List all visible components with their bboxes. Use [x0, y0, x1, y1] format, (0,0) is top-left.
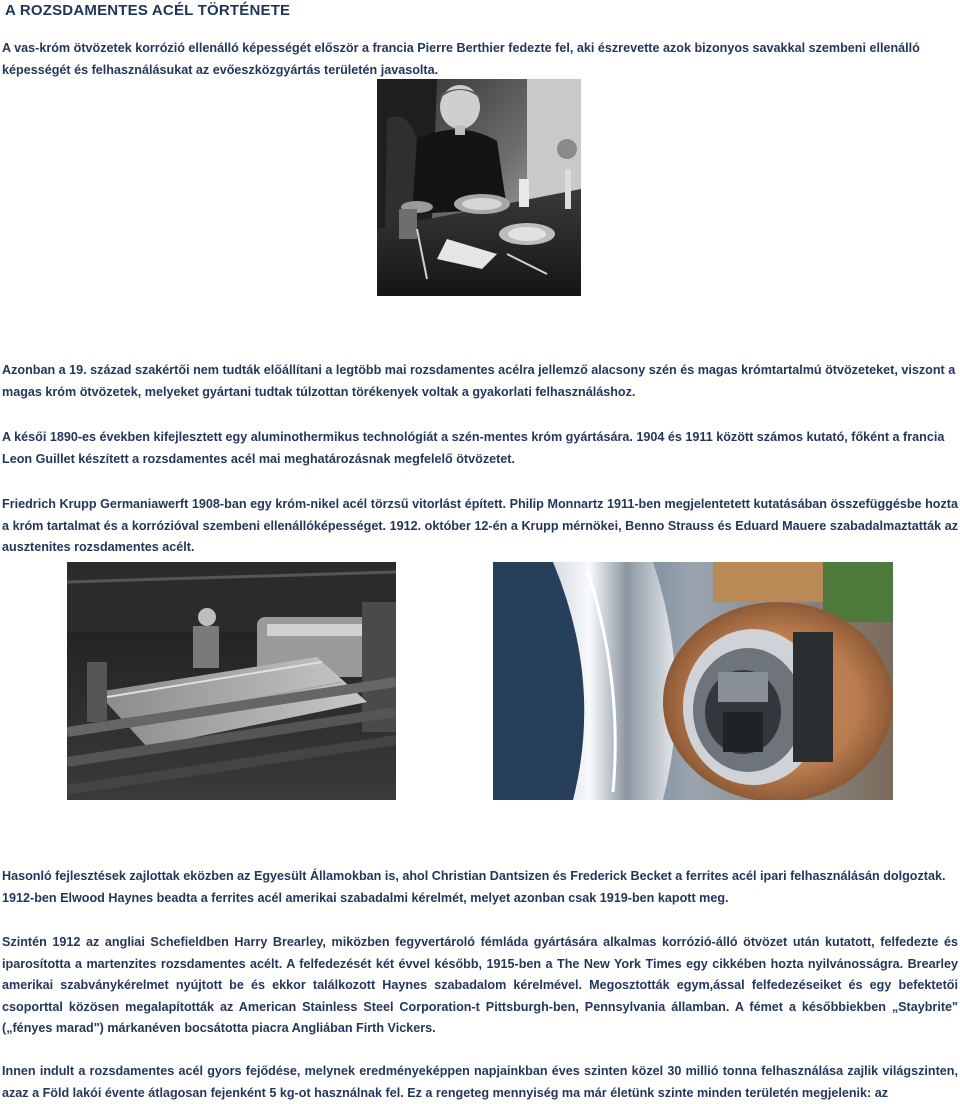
paragraph-brearley: Szintén 1912 az angliai Schefieldben Harry Brearley, miközben fegyvertároló fémláda gyártására alkalmas korrózió-álló ötvözet után kutatott, felfedezte és iparosította a martenzites rozsdamentes acélt. A felfedezését két évvel később, 1915-ben a The New York Times egy cikkében hozta nyilvánosságra. Brearley amerikai szabványkérelmet nyújtott be és ekkor találkozott Haynes szabadalom kérelmével. Megosztották egym,ással felfedezéseiket és egy befektetői csoporttal közösen megalapították az American Stainless Steel Corporation-t Pittsburgh-ben, Pennsylvania államban. A fémet a későbbiekben „Staybrite" („fényes marad") márkanéven bocsátotta piacra Angliában Firth Vickers. — [2, 935, 958, 1035]
paragraph-aluminothermic: A késői 1890-es években kifejlesztett egy aluminothermikus technológiát a szén-mentes króm gyártására. 1904 és 1911 között számos kutató, főként a francia Leon Guillet készített a rozsdamentes acél mai meghatározásnak megfelelő ötvözetet. — [2, 430, 945, 466]
paragraph-19th-century: Azonban a 19. század szakértői nem tudták előállítani a legtöbb mai rozsdamentes acélra jellemző alacsony szén és magas krómtartalmú ötvözeteket, viszont a magas króm ötvözetek, melyeket gyártani tudtak túlzottan törékenyek voltak a gyakorlati felhasználáshoz. — [2, 363, 956, 399]
paragraph-united-states: Hasonló fejlesztések zajlottak eközben az Egyesült Államokban is, ahol Christian Dantsizen és Frederick Becket a ferrites acél ipari felhasználásán dolgoztak. 1912-ben Elwood Haynes beadta a ferrites acél amerikai szabadalmi kérelmét, melyet azonban csak 1919-ben kapott meg. — [2, 869, 946, 905]
photo-woman-dining-table — [377, 79, 581, 296]
paragraph-berthier: A vas-króm ötvözetek korrózió ellenálló képességét először a francia Pierre Berthier fedezte fel, aki észrevette azok bizonyos savakkal szembeni ellenálló képességét és felhasználásukat az evőeszközgyártás területén javasolta. — [2, 41, 920, 77]
paragraph-development: Innen indult a rozsdamentes acél gyors fejődése, melynek eredményeképpen napjainkban éves szinten közel 30 millió tonna felhasználása zajlik világszinten, azaz a Föld lakói évente átlagosan fejenként 5 kg-ot használnak fel. Ez a rengeteg mennyiség ma már életünk szinte minden területén megjelenik: az — [2, 1064, 958, 1100]
photo-steel-rolling-mill — [67, 562, 396, 800]
paragraph-krupp: Friedrich Krupp Germaniawerft 1908-ban egy króm-nikel acél törzsű vitorlást épített. Philip Monnartz 1911-ben megjelentetett kutatásában összefüggésbe hozta a króm tartalmat és a korrózióval szembeni ellenállóképességet. 1912. október 12-én a Krupp mérnökei, Benno Strauss és Eduard Mauere szabadalmaztatták az ausztenites rozsdamentes acélt. — [2, 497, 958, 554]
photo-stainless-steel-coil — [493, 562, 893, 800]
page-title: A ROZSDAMENTES ACÉL TÖRTÉNETE — [5, 2, 291, 19]
